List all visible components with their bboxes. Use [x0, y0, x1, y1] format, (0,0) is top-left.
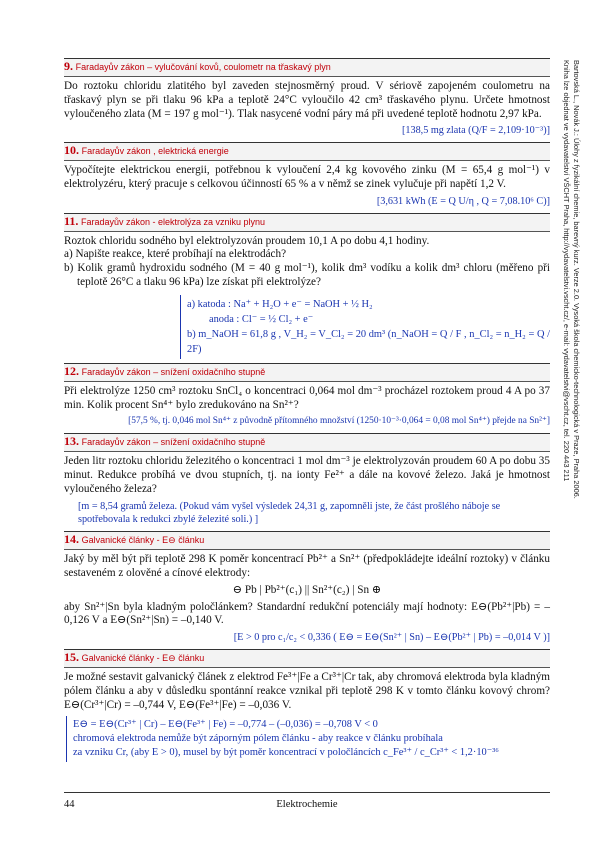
problem-14: [64, 531, 550, 649]
sidebar-citation: [561, 60, 581, 840]
problem-item-b: b) Kolik gramů hydroxidu sodného (M = 40 g mol⁻¹), kolik dm³ vodíku a kolik dm³ chloru (měřeno při teplotě 26°C a tlaku 96 kPa) lze získat při elektrolýze?: [64, 262, 550, 288]
problem-number: 11.: [64, 213, 79, 228]
problem-text: Vypočítejte elektrickou energii, potřebnou k vyloučení 2,4 kg kovového zinku (M = 65,4 g mol⁻¹) v elektrolyzéru, který pracuje s celkovou účinností 65 % a v němž se zinek vylučuje při napětí 1,2 V.: [64, 164, 550, 190]
problem-answer: [3,631 kWh (E = Q U/η , Q = 7,08.10⁶ C)]: [376, 195, 550, 207]
solution-line: anoda : Cl⁻ = ½ Cl₂ + e⁻: [209, 313, 314, 325]
problem-answer: [57,5 %, tj. 0,046 mol Sn⁴⁺ z původně přítomného množství (1250·10⁻³·0,064 = 0,08 mol Sn⁴⁺) přejde na Sn²⁺]: [128, 416, 550, 427]
problem-header: [64, 532, 550, 550]
solution-line: a) katoda : Na⁺ + H₂O + e⁻ = NaOH + ½ H₂: [187, 298, 373, 310]
problem-text: Do roztoku chloridu zlatitého byl zaveden stejnosměrný proud. V sériově zapojeném coulometru na třaskavý plyn se při tlaku 96 kPa a teplotě 24°C vyloučilo 42 cm³ třaskavého plynu. Určete hmotnost vyloučeného zlata (M = 197 g mol⁻¹). Tlak nasycené vodní páry má při uvedené teplotě hodnotu 2,97 kPa.: [64, 80, 550, 120]
solution-line: b) m_NaOH = 61,8 g , V_H₂ = V_Cl₂ = 20 dm³ (n_NaOH = Q / F , n_Cl₂ = n_H₂ = Q / 2F): [187, 328, 550, 355]
page-footer: [64, 792, 550, 810]
problem-answer: [138,5 mg zlata (Q/F = 2,109·10⁻³)]: [401, 125, 550, 137]
problem-number: 14.: [64, 532, 79, 547]
problem-header: [64, 143, 550, 161]
problem-header: [64, 59, 550, 77]
problem-number: 12.: [64, 363, 79, 378]
problem-text: Při elektrolýze 1250 cm³ roztoku SnCl₄ o koncentraci 0,064 mol dm⁻³ procházel roztokem proud 4 A po 37 min. Kolik procent Sn⁴⁺ bylo zredukováno na Sn²⁺?: [64, 384, 550, 411]
problem-title: Faradayův zákon – snížení oxidačního stupně: [81, 437, 266, 448]
problem-11: [64, 213, 550, 363]
solution-line: chromová elektroda nemůže být záporným pólem článku - aby reakce v článku probíhala: [73, 733, 443, 745]
problem-text-2: aby Sn²⁺|Sn byla kladným poločlánkem? Standardní redukční potenciály mají hodnoty: E⊖(Pb²⁺|Pb) = –0,126 V a E⊖(Sn²⁺|Sn) = –0,140 V.: [64, 600, 550, 627]
problem-title: Faradayův zákon – snížení oxidačního stupně: [81, 366, 266, 377]
problem-header: [64, 364, 550, 382]
problem-10: [64, 142, 550, 212]
problem-answer: [m = 8,54 gramů železa. (Pokud vám vyšel výsledek 24,31 g, zapomněli jste, že část prošlého náboje se spotřebovala k redukci zbylé železité soli.) ]: [78, 500, 501, 526]
problem-15: [64, 649, 550, 766]
problem-text: Roztok chloridu sodného byl elektrolyzován proudem 10,1 A po dobu 4,1 hodiny.: [64, 234, 430, 247]
problem-header: [64, 434, 550, 452]
problem-answer: [E > 0 pro c₁/c₂ < 0,336 ( E⊖ = E⊖(Sn²⁺ | Sn) – E⊖(Pb²⁺ | Pb) = –0,014 V )]: [233, 632, 550, 644]
problem-text: Jaký by měl být při teplotě 298 K poměr koncentrací Pb²⁺ a Sn²⁺ (předpokládejte ideální roztoky) v článku sestaveném z olověné a cínové elektrody:: [64, 553, 550, 579]
solution-box: [180, 295, 550, 359]
problem-header: [64, 650, 550, 668]
problem-item-a: a) Napište reakce, které probíhají na elektrodách?: [64, 248, 287, 261]
problem-title: Galvanické články - E⊖ článku: [81, 652, 205, 663]
problem-number: 10.: [64, 143, 79, 158]
solution-line: E⊖ = E⊖(Cr³⁺ | Cr) – E⊖(Fe³⁺ | Fe) = –0,774 – (–0,036) = –0,708 V < 0: [73, 719, 378, 731]
problem-header: [64, 214, 550, 232]
problem-number: 15.: [64, 649, 79, 664]
page-number: 44: [64, 799, 75, 810]
problem-13: [64, 433, 550, 531]
solution-line: za vzniku Cr, (aby E > 0), musel by být poměr koncentrací v poločláncích c_Fe³⁺ / c_Cr³⁺ < 1,2·10⁻³⁶: [73, 747, 499, 759]
problem-title: Faradayův zákon - elektrolýza za vzniku plynu: [80, 216, 266, 227]
problem-text: Je možné sestavit galvanický článek z elektrod Fe³⁺|Fe a Cr³⁺|Cr tak, aby chromová elektroda byla kladným pólem článku a aby v důsledku spontánní reakce vznikal při teplotě 298 K v tomto článku kovový chrom? E⊖(Cr³⁺|Cr) = –0,744 V, E⊖(Fe³⁺|Fe) = –0,036 V.: [64, 670, 550, 711]
page-content: [64, 58, 550, 766]
problem-9: [64, 58, 550, 142]
problem-number: 13.: [64, 434, 79, 449]
citation-line-1: Bartovská L., Novák J.: Úlohy z fyzikální chemie, barevný kurz. Verze 2.0. Vysoká škola chemicko-technologická v Praze, Praha 2006.: [572, 60, 581, 499]
problem-title: Galvanické články - E⊖ článku: [81, 535, 205, 546]
cell-scheme: ⊖ Pb | Pb²⁺(c₁) || Sn²⁺(c₂) | Sn ⊕: [232, 583, 382, 596]
problem-12: [64, 363, 550, 433]
citation-line-2: Kniha lze objednat ve vydavatelství VŠCHT Praha, http://vydavatelstvi.vscht.cz/, e-mail: vydavatelstvi@vscht.cz, tel. 220 443 211: [562, 60, 571, 482]
problem-title: Faradayův zákon – vylučování kovů, coulometr na třaskavý plyn: [75, 62, 331, 72]
problem-number: 9.: [64, 59, 73, 73]
footer-chapter: Elektrochemie: [276, 799, 338, 810]
problem-title: Faradayův zákon , elektrická energie: [81, 146, 229, 157]
solution-box: [66, 716, 550, 762]
problem-text: Jeden litr roztoku chloridu železitého o koncentraci 1 mol dm⁻³ je elektrolyzován proudem 60 A po dobu 35 minut. Redukce probíhá ve dvou stupních, tj. na ionty Fe²⁺ a dále na kovové železo. Jaká je hmotnost vyloučeného železa?: [64, 455, 550, 495]
